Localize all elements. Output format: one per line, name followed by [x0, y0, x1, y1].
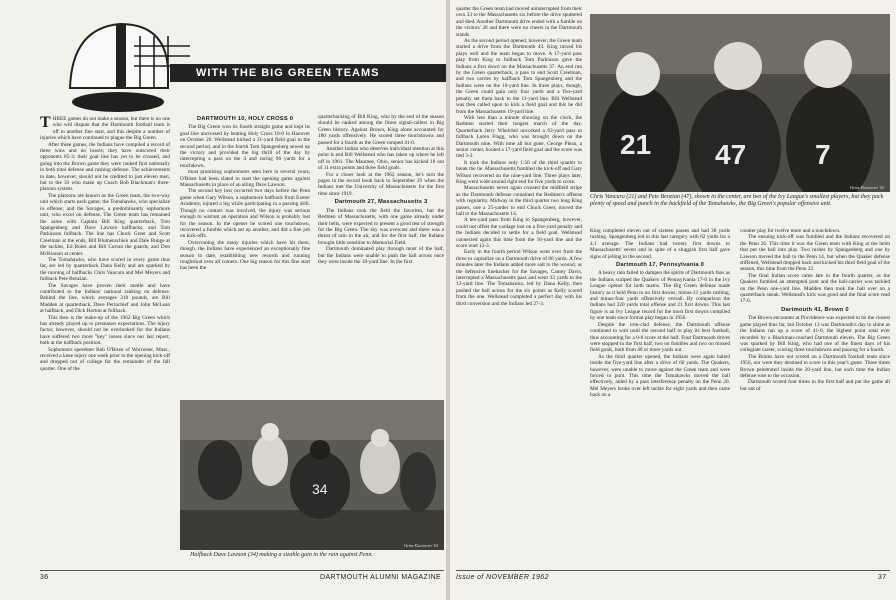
- article-paragraph: quarterbacking of Bill King, who by the end of the season should be ranked among the finest signal-callers in Big Green history. Against Brown, King alone accounted for 180 yards offensively. He scored three touchdowns and passed for a fourth as the Green romped 41-0.: [318, 114, 444, 146]
- svg-text:34: 34: [312, 481, 328, 497]
- article-paragraph: Dartmouth scored four times in the first half and put the game all but out of: [740, 379, 890, 392]
- backfield-photo: [590, 14, 890, 192]
- dropcap: T: [40, 116, 51, 131]
- lawson-photo: [180, 400, 444, 550]
- article-paragraph: Despite the iron-clad defense, the Dartmouth offense continued to wait until the second half to play its best football, thus accounting for a 0-0 score at the half. Four Dartmouth drives were stopped in the first half, two on fumbles and two on missed field goals, both from 40 or more yards out.: [590, 321, 730, 354]
- left-page: [0, 0, 446, 600]
- game-heading-holy-cross: DARTMOUTH 10, HOLY CROSS 0: [196, 116, 294, 122]
- footer-rule: [40, 570, 444, 571]
- article-paragraph: For a closer look at the 1962 season, let's turn the pages in the record book back to September 29 when the Indians met the University of Massachusetts for the first time since 1919.: [318, 171, 444, 197]
- game-heading-massachusetts: Dartmouth 27, Massachusetts 3: [334, 199, 428, 206]
- article-paragraph: Overcoming the many injuries which have hit them, though, the Indians have experienced an exceptionally fine season to date, establishing new records and running roughshod over all comers. One big reason for this fine start has been the: [180, 239, 310, 272]
- article-column-2: [180, 114, 310, 398]
- article-paragraph: It took the Indians only 1:50 of the third quarter to break the tie. Massachusetts fumbled the kick-off and Gary Wilson recovered on the nine-yard line. Three plays later, King went wide around right end for five yards to score.: [456, 159, 582, 185]
- article-paragraph: The final Indian score came late in the fourth quarter, as the Quakers fumbled an attempted punt and the ball-carrier was tackled on the Penn one-yard line. Madden then took the ball over on a quarterback sneak. Wellstead's kick was good and the final score read 17-0.: [740, 272, 890, 305]
- article-paragraph: counter play for twelve more and a touchdown.: [740, 228, 841, 234]
- intro-paragraph: The platoons are known as the Green team, the two-way unit which starts each game; the Tomahawks, who specialize in offense; and the Savages, a predominantly sophomore unit, who excel on defense. The Green team has remained the same with Captain Bill King quarterback, Tom Spangenberg and Dave Lawson halfbacks, and Tom Parkinson fullback. The line has Chuck Greer and Scott Creelman at the ends, Bill Blumenschien and Dale Runge at the tackles, Ed Boies and Bill Curran the guards, and Don McKinnon at center.: [40, 192, 170, 257]
- page-number-left: 36: [40, 574, 49, 581]
- article-paragraph: The second key loss occurred two days before the Penn game when Gary Wilson, a sophomore halfback from Exeter Academy, injured a leg while participating in a passing drill. Though no contact was involved, the injury was serious enough to warrant an operation and Wilson is probably lost for the season. In the opener he scored one touchdown, recovered a fumble which set up another, and did a fine job on kick-offs.: [180, 188, 310, 240]
- issue-prefix: Issue of: [456, 574, 484, 581]
- article-paragraph: As the third quarter opened, the Indians were again halted inside the five-yard line after a drive of 60 yards. The Quakers, however, were unable to move against the Green team and were forced to punt. This time the Tomahawks moved the ball effectively, aided by a pass interference penalty on the Penn 20. Mel Meyers broke over left tackle for eight yards and then came back on a: [590, 353, 730, 399]
- article-column-4: [456, 6, 582, 570]
- backfield-photo-art: [590, 14, 890, 192]
- game-heading-brown: Dartmouth 41, Brown 0: [781, 306, 849, 313]
- lawson-photo-caption: Halfback Dave Lawson (34) making a sizable gain in the rain against Penn.: [190, 552, 373, 558]
- issue-line: [456, 574, 549, 581]
- article-paragraph: A ten-yard pass from King to Spangenberg, however, could not offset the yardage lost on a five-yard penalty and the Indians decided to settle for a field goal. Wellstead connected again this time from the 16-yard line and the score read 13-3.: [456, 217, 582, 250]
- article-paragraph: The Brown encounter at Providence was expected to be the closest game played thus far, but October 13 was Dartmouth's day to shine as the Indians ran up a score of 41-0, the highest point total ever recorded by a Blackman-coached Dartmouth eleven. The Big Green was sparked by Bill King, who had one of the finest days of his collegiate career, scoring three touchdowns and passing for a fourth.: [740, 315, 890, 354]
- article-paragraph: King completed eleven out of sixteen passes and had 38 yards rushing. Spangenberg led in this last category with 62 yards for a 4.1 average. The Indians had twenty first downs to Massachusetts' seven and in spite of a sluggish first half gave signs of jelling in the second.: [590, 228, 730, 260]
- football-photo-art: [180, 400, 444, 550]
- intro-paragraph: The Savages have proven their mettle and have contributed to the Indians' national ranking on defense. Behind the line, which averages 210 pounds, are Bill Madden at quarterback, Dave Perinchief and John McLean at halfback, and Dick Horton at fullback.: [40, 282, 170, 315]
- article-paragraph: Dartmouth dominated play through most of the half, but the Indians were unable to push the ball across once they were inside the 10-yard line. In the first: [318, 246, 444, 265]
- article-paragraph: The Bruins have not scored on a Dartmouth football team since 1956, nor were they destined to score in this year's game. Three times Brown penetrated inside the 20-yard line, but each time the Indian defense rose to the occasion.: [740, 353, 890, 379]
- footer-rule: [456, 570, 890, 571]
- article-paragraph: Early in the fourth period Wilson went over from the three to capitalize on a Dartmouth drive of 66 yards. A few minutes later the Indians added more salt to the wound, as the defensive linebacker for the Savages, Cantey Davis, intercepted a Massachusetts pass and went 33 yards to the 12-yard line. The Tomahawks, led by Dana Kelly, then pushed the ball across for the six points as Kelly scored from the one. Wellstead completed a perfect day with his third conversion and the Indians led 27-3.: [456, 249, 582, 307]
- section-banner: [170, 64, 446, 82]
- svg-text:7: 7: [815, 139, 831, 170]
- article-paragraph: As the second period opened, however, the Green team started a drive from the Dartmouth 43. King mixed his plays well and the team began to move. A 17-yard pass play from King to fullback Tom Parkinson gave the Indians a first down on the Massachusetts 37. An end run by the Green quarterback, a pass to end Scott Creelman, and two carries by halfback Tom Spangenberg and the Indians were on the 10-yard line. In three plays, though, the Green could gain only four yards and a five-yard penalty set them back to the 11-yard line. Bill Wellstead was then called upon to kick a field goal and this he did from the Massachusetts 19-yard line.: [456, 38, 582, 115]
- article-paragraph: A heavy rain failed to dampen the spirits of Dartmouth fans as the Indians scalped the Quakers of Pennsylvania 17-0 in the Ivy League opener for both teams. The Big Green defense made history as it held Penn to no first downs, minus-21 yards rushing, and minus-four yards offensively overall. By comparison the Indians had 320 yards total offense and 21 first downs. This last figure is an Ivy League record for the most first downs compiled by one team since formal play began in 1956.: [590, 270, 730, 322]
- article-column-5: [590, 228, 730, 570]
- magazine-name: DARTMOUTH ALUMNI MAGAZINE: [320, 574, 442, 581]
- article-paragraph: With less than a minute showing on the clock, the Redmen started their longest march of the day. Quarterback Jerry Whelchel uncorked a 63-yard pass to fullback Loren Flagg, who was brought down on the Dartmouth nine. With time all but gone, George Pleau, a senior center, booted a 17-yard field goal and the score was tied 3-3.: [456, 114, 582, 160]
- photo-credit: Heinz Kluetmeier '65: [850, 185, 884, 190]
- intro-paragraph: Sophomore speedster Bob O'Brien of Worcester, Mass., received a knee injury one week prior to the opening kick-off and dropped out of college for the remainder of the fall quarter. One of the: [40, 346, 170, 372]
- svg-text:21: 21: [620, 129, 652, 160]
- article-column-6: [740, 228, 890, 570]
- helmet-illustration: [40, 6, 190, 114]
- article-paragraph: most promising sophomores seen here in several years, O'Brien had been slated to start the opening game against Massachusetts in place of an ailing Dave Lawson.: [180, 169, 310, 189]
- intro-paragraph: The Tomahawks, who have scored in every game thus far, are led by quarterback Dana Kelly and are sparked by the running of halfbacks Chris Vancura and Mel Meyers and fullback Pete Benzian.: [40, 256, 170, 283]
- article-column-3: [318, 114, 444, 398]
- section-title: WITH THE BIG GREEN TEAMS: [196, 67, 380, 79]
- intro-paragraph: THREE games do not make a season, but there is no one who will dispute that the Dartmouth football team is off to another fine start, and this despite a number of injuries which have continued to plague the Big Green.: [40, 116, 170, 142]
- article-paragraph: The ensuing kick-off was fumbled and the Indians recovered on the Penn 26. This time it was the Green team with King at the helm that put the ball into play. Two rushes by Spangenberg and one by Lawson moved the ball to the Penn 14, but when the Quaker defense stiffened, Wellstead dropped back and kicked his third field goal of the season, this time from the Penn 22.: [740, 234, 890, 273]
- backfield-photo-caption: Chris Vancura (21) and Pete Benzian (47), shown in the center, are two of the Ivy League's smallest players, but they pack plenty of speed and punch in the backfield of the Tomahawks, the Big Green's popular offensive unit.: [590, 194, 884, 208]
- intro-paragraph: This then is the make-up of the 1962 Big Green which has already played up to preseason expectations. The injury factor, however, should not be overlooked for the Indians have suffered two more "key" losses since our last report, both at the halfback position.: [40, 314, 170, 347]
- svg-text:47: 47: [715, 139, 747, 170]
- article-paragraph: The Big Green won its fourth straight game and kept its goal line uncrossed by beating Holy Cross 10-0 in Hanover on October 20. Wellstead kicked a 31-yard field goal in the second period, and in the fourth Tom Spangenberg sewed up the victory and provided the big thrill of the day by intercepting a pass on the 4 and racing 96 yards for a touchdown.: [180, 124, 310, 169]
- article-paragraph: Another Indian who deserves individual mention at this point is end Bill Wellstead who has taken up where he left off in 1961. The Maumee, Ohio, senior has kicked 10 out of 11 extra points and three field goals.: [318, 146, 444, 172]
- issue-date: NOVEMBER 1962: [486, 574, 549, 581]
- article-paragraph: Massachusetts never again crossed the midfield stripe as the Dartmouth defense contained the Redmen's offense with regularity. Midway in the third quarter two long King passes, one a 25-yarder to end Chuck Greer, moved the ball to the Massachusetts 14.: [456, 185, 582, 217]
- game-heading-pennsylvania: Dartmouth 17, Pennsylvania 0: [615, 262, 705, 269]
- article-column-1: [40, 116, 170, 576]
- article-paragraph: The Indians took the field the favorites, but the Redmen of Massachusetts, with one game already under their belts, were expected to present a good test of strength for the Big Green. The sky was overcast and there was a threat of rain in the air, and for the first half, the Indians brought little sunshine to Memorial Field.: [318, 207, 444, 246]
- intro-paragraph: After three games, the Indians have compiled a record of three wins and no losses; they have outscored their opponents 85-3; their goal line has yet to be crossed, and going into the Brown game they were ranked first nationally in both total defense and rushing defense. The achievements to date, however, should not be credited to just eleven men, but to the 33 who make up Coach Bob Blackman's three-platoon system.: [40, 141, 170, 193]
- right-page: [450, 0, 896, 600]
- photo-credit: Heinz Kluetmeier '65: [404, 543, 438, 548]
- page-number-right: 37: [878, 574, 887, 581]
- article-paragraph: quarter the Green team had moved uninterrupted from their own 33 to the Massachusetts six before the drive sputtered and died. Another Dartmouth drive ended with a fumble on the visitors' 28 and there were no cheers in the Dartmouth stands.: [456, 6, 582, 38]
